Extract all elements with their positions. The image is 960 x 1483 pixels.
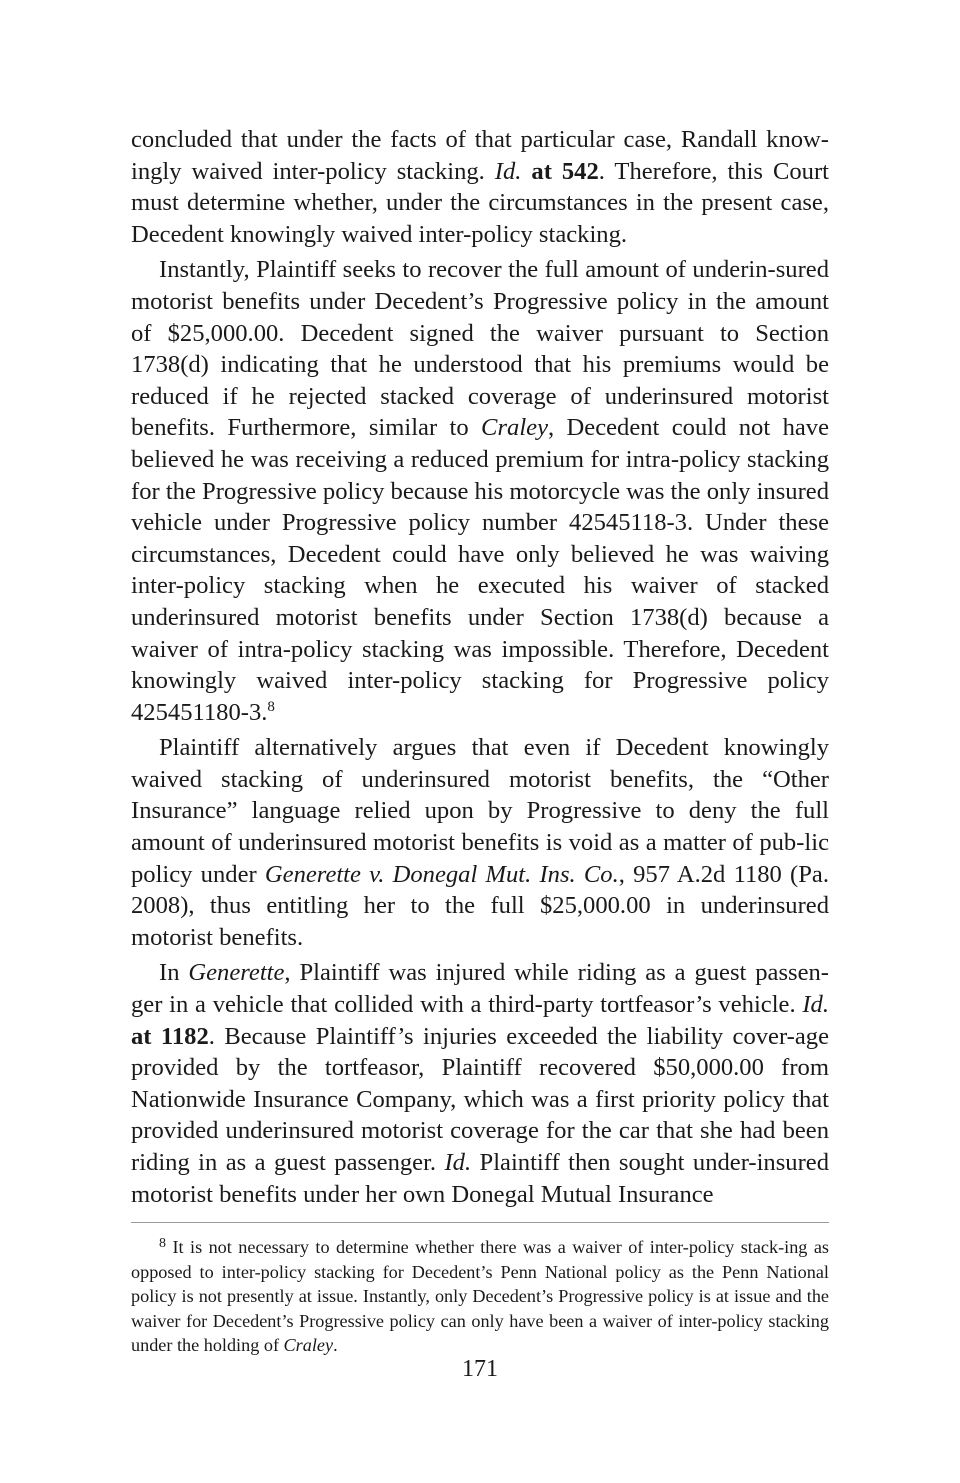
case-name-generette-short: Generette: [188, 959, 285, 987]
paragraph-4-text-b: . Because Plaintiff’s injuries exceeded the liability cover-age provided by the tortfeasor, Plaintiff recovered $50,000.00 from Nationwide Insurance Company, which was a first priority policy that provided underinsured motorist coverage for the car that she had been riding in as a guest passenger.: [131, 1022, 829, 1176]
paragraph-2: [131, 254, 829, 728]
footnote-text: It is not necessary to determine whether there was a waiver of inter-policy stack-ing as opposed to inter-policy stacking for Decedent’s Penn National policy as the Penn National policy is not presently at issue. Instantly, only Decedent’s Progressive policy is at issue and the waiver for Decedent’s Progressive policy can only have been a waiver of inter-policy stacking under the holding of: [131, 1237, 829, 1356]
footnote: [131, 1235, 829, 1358]
footnote-marker: 8: [159, 1236, 166, 1251]
paragraph-1-text-b: . Therefore, this Court must determine whether, under the circumstances in the present case, Decedent knowingly waived inter-policy stacking.: [131, 157, 829, 248]
paragraph-4-text-c: Plaintiff then sought under-insured motorist benefits under her own Donegal Mutual Insurance: [131, 1149, 829, 1208]
paragraph-1: [131, 124, 829, 250]
page-number: 171: [462, 1356, 498, 1382]
body-text: [131, 124, 829, 1214]
citation-pin: at 1182: [131, 1022, 209, 1050]
footnote-reference[interactable]: 8: [267, 698, 275, 715]
paragraph-3-text-a: Plaintiff alternatively argues that even if Decedent knowingly waived stacking of underinsured motorist benefits, the “Other Insurance” language relied upon by Progressive to deny the full amount of underinsured motorist benefits is void as a matter of pub-lic policy under: [131, 734, 829, 888]
case-name-craley: Craley: [481, 414, 548, 442]
paragraph-3: [131, 732, 829, 953]
case-name-generette: Generette v. Donegal Mut. Ins. Co.: [264, 860, 619, 888]
citation-id: Id.: [444, 1149, 472, 1176]
citation-id: Id.: [802, 991, 829, 1019]
paragraph-2-text-a: Instantly, Plaintiff seeks to recover the full amount of underin-sured motorist benefits under Decedent’s Progressive policy in the amount of $25,000.00. Decedent signed the waiver pursuant to Section 1738(d) indicating that he understood that his premiums would be reduced if he rejected stacked coverage of underinsured motorist benefits. Furthermore, similar to: [131, 256, 829, 442]
paragraph-3-text-b: , 957 A.2d 1180 (Pa. 2008), thus entitling her to the full $25,000.00 in underinsured motorist benefits.: [131, 860, 829, 951]
paragraph-4-text-a: , Plaintiff was injured while riding as a guest passen-ger in a vehicle that collided with a third-party tortfeasor’s vehicle.: [131, 959, 830, 1019]
footnote-case-name: Craley: [283, 1335, 334, 1356]
paragraph-4-text-lead: In: [159, 959, 189, 987]
footnote-end: .: [333, 1335, 338, 1356]
paragraph-2-text-b: , Decedent could not have believed he was receiving a reduced premium for intra-policy stacking for the Progressive policy because his motorcycle was the only insured vehicle under Progressive policy number 42545118-3. Under these circumstances, Decedent could have only believed he was waiving inter-policy stacking when he executed his waiver of stacked underinsured motorist benefits under Section 1738(d) because a waiver of intra-policy stacking was impossible. Therefore, Decedent knowingly waived inter-policy stacking for Progressive policy 425451180-3.: [131, 414, 830, 726]
footnote-divider: [131, 1222, 829, 1223]
citation-pin: at 542: [521, 157, 599, 185]
citation-id: Id.: [494, 157, 522, 185]
paragraph-4: [131, 957, 829, 1210]
paragraph-1-text-a: concluded that under the facts of that particular case, Randall know-ingly waived inter-policy stacking.: [131, 126, 829, 185]
